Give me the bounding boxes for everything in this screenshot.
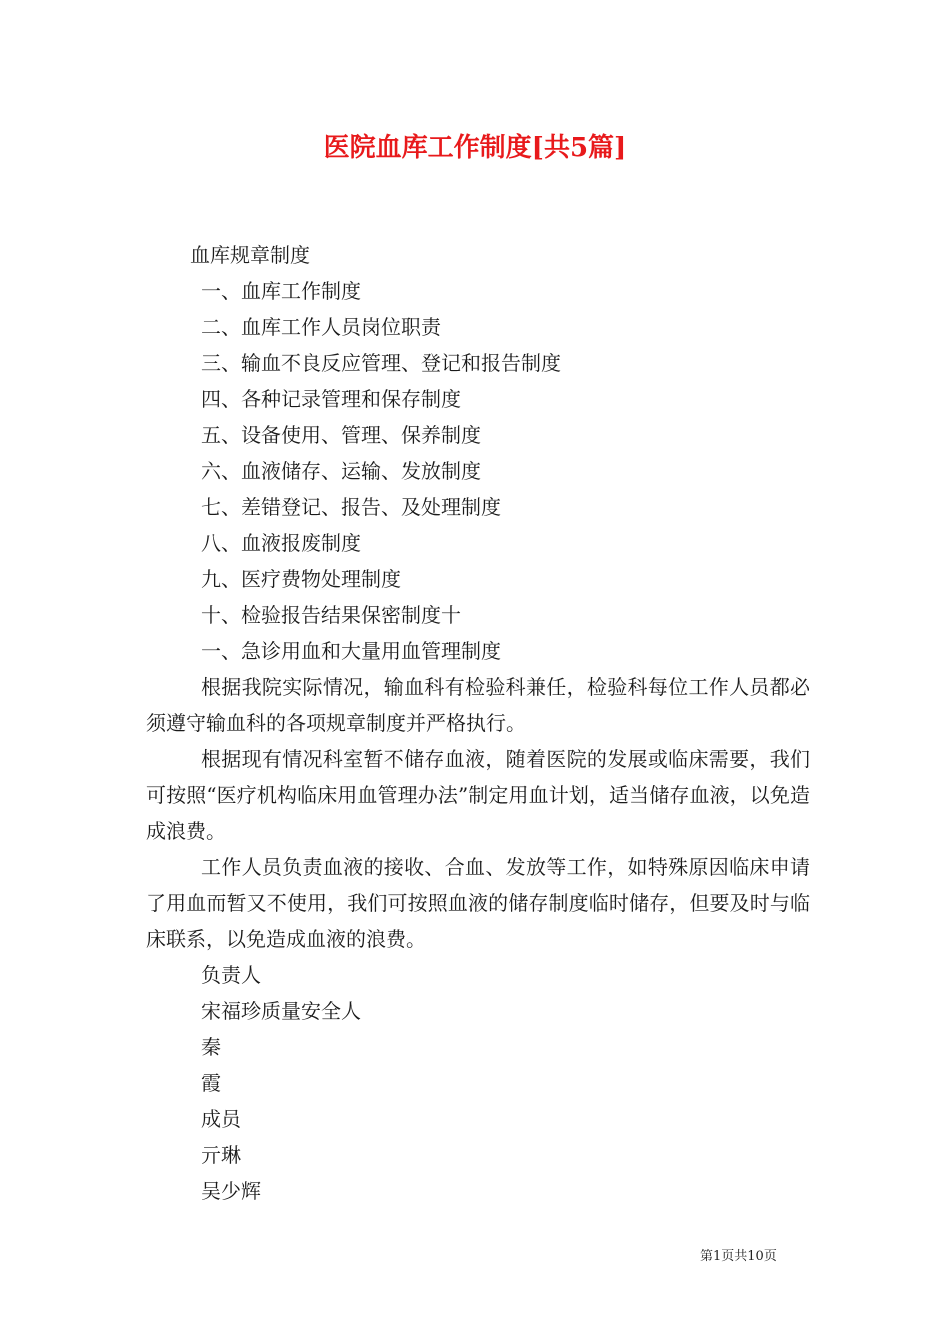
list-item: 四、各种记录管理和保存制度 (201, 387, 461, 411)
list-item: 一、急诊用血和大量用血管理制度 (201, 639, 501, 663)
list-item: 一、血库工作制度 (201, 279, 361, 303)
list-item: 十、检验报告结果保密制度十 (201, 603, 461, 627)
list-item: 六、血液储存、运输、发放制度 (201, 459, 481, 483)
list-item: 五、设备使用、管理、保养制度 (201, 423, 481, 447)
list-item: 七、差错登记、报告、及处理制度 (201, 495, 501, 519)
body-paragraph: 根据现有情况科室暂不储存血液，随着医院的发展或临床需要，我们可按照“医疗机构临床用血管理办法”制定用血计划，适当储存血液，以免造成浪费。 (146, 747, 810, 843)
page-footer (700, 1248, 777, 1266)
list-item: 八、血液报废制度 (201, 531, 361, 555)
signature-line: 负责人 (201, 963, 261, 987)
page-number-label: 第1页共10页 (700, 1249, 777, 1264)
list-item: 二、血库工作人员岗位职责 (201, 315, 441, 339)
document-body (146, 237, 810, 1209)
body-paragraph: 根据我院实际情况，输血科有检验科兼任，检验科每位工作人员都必须遵守输血科的各项规章制度并严格执行。 (146, 675, 810, 735)
document-title: 医院血库工作制度[共5篇] (323, 133, 627, 163)
signature-line: 吴少辉 (201, 1179, 261, 1203)
section-heading: 血库规章制度 (190, 243, 310, 267)
signature-line: 宋福珍质量安全人 (201, 999, 361, 1023)
body-paragraph: 工作人员负责血液的接收、合血、发放等工作，如特殊原因临床申请了用血而暂又不使用，我们可按照血液的储存制度临时储存，但要及时与临床联系，以免造成血液的浪费。 (146, 855, 810, 951)
signature-line: 成员 (201, 1107, 241, 1131)
signature-line: 霞 (201, 1071, 221, 1095)
list-item: 九、医疗费物处理制度 (201, 567, 401, 591)
list-item: 三、输血不良反应管理、登记和报告制度 (201, 351, 561, 375)
signature-line: 亓琳 (201, 1143, 241, 1167)
signature-line: 秦 (201, 1035, 221, 1059)
